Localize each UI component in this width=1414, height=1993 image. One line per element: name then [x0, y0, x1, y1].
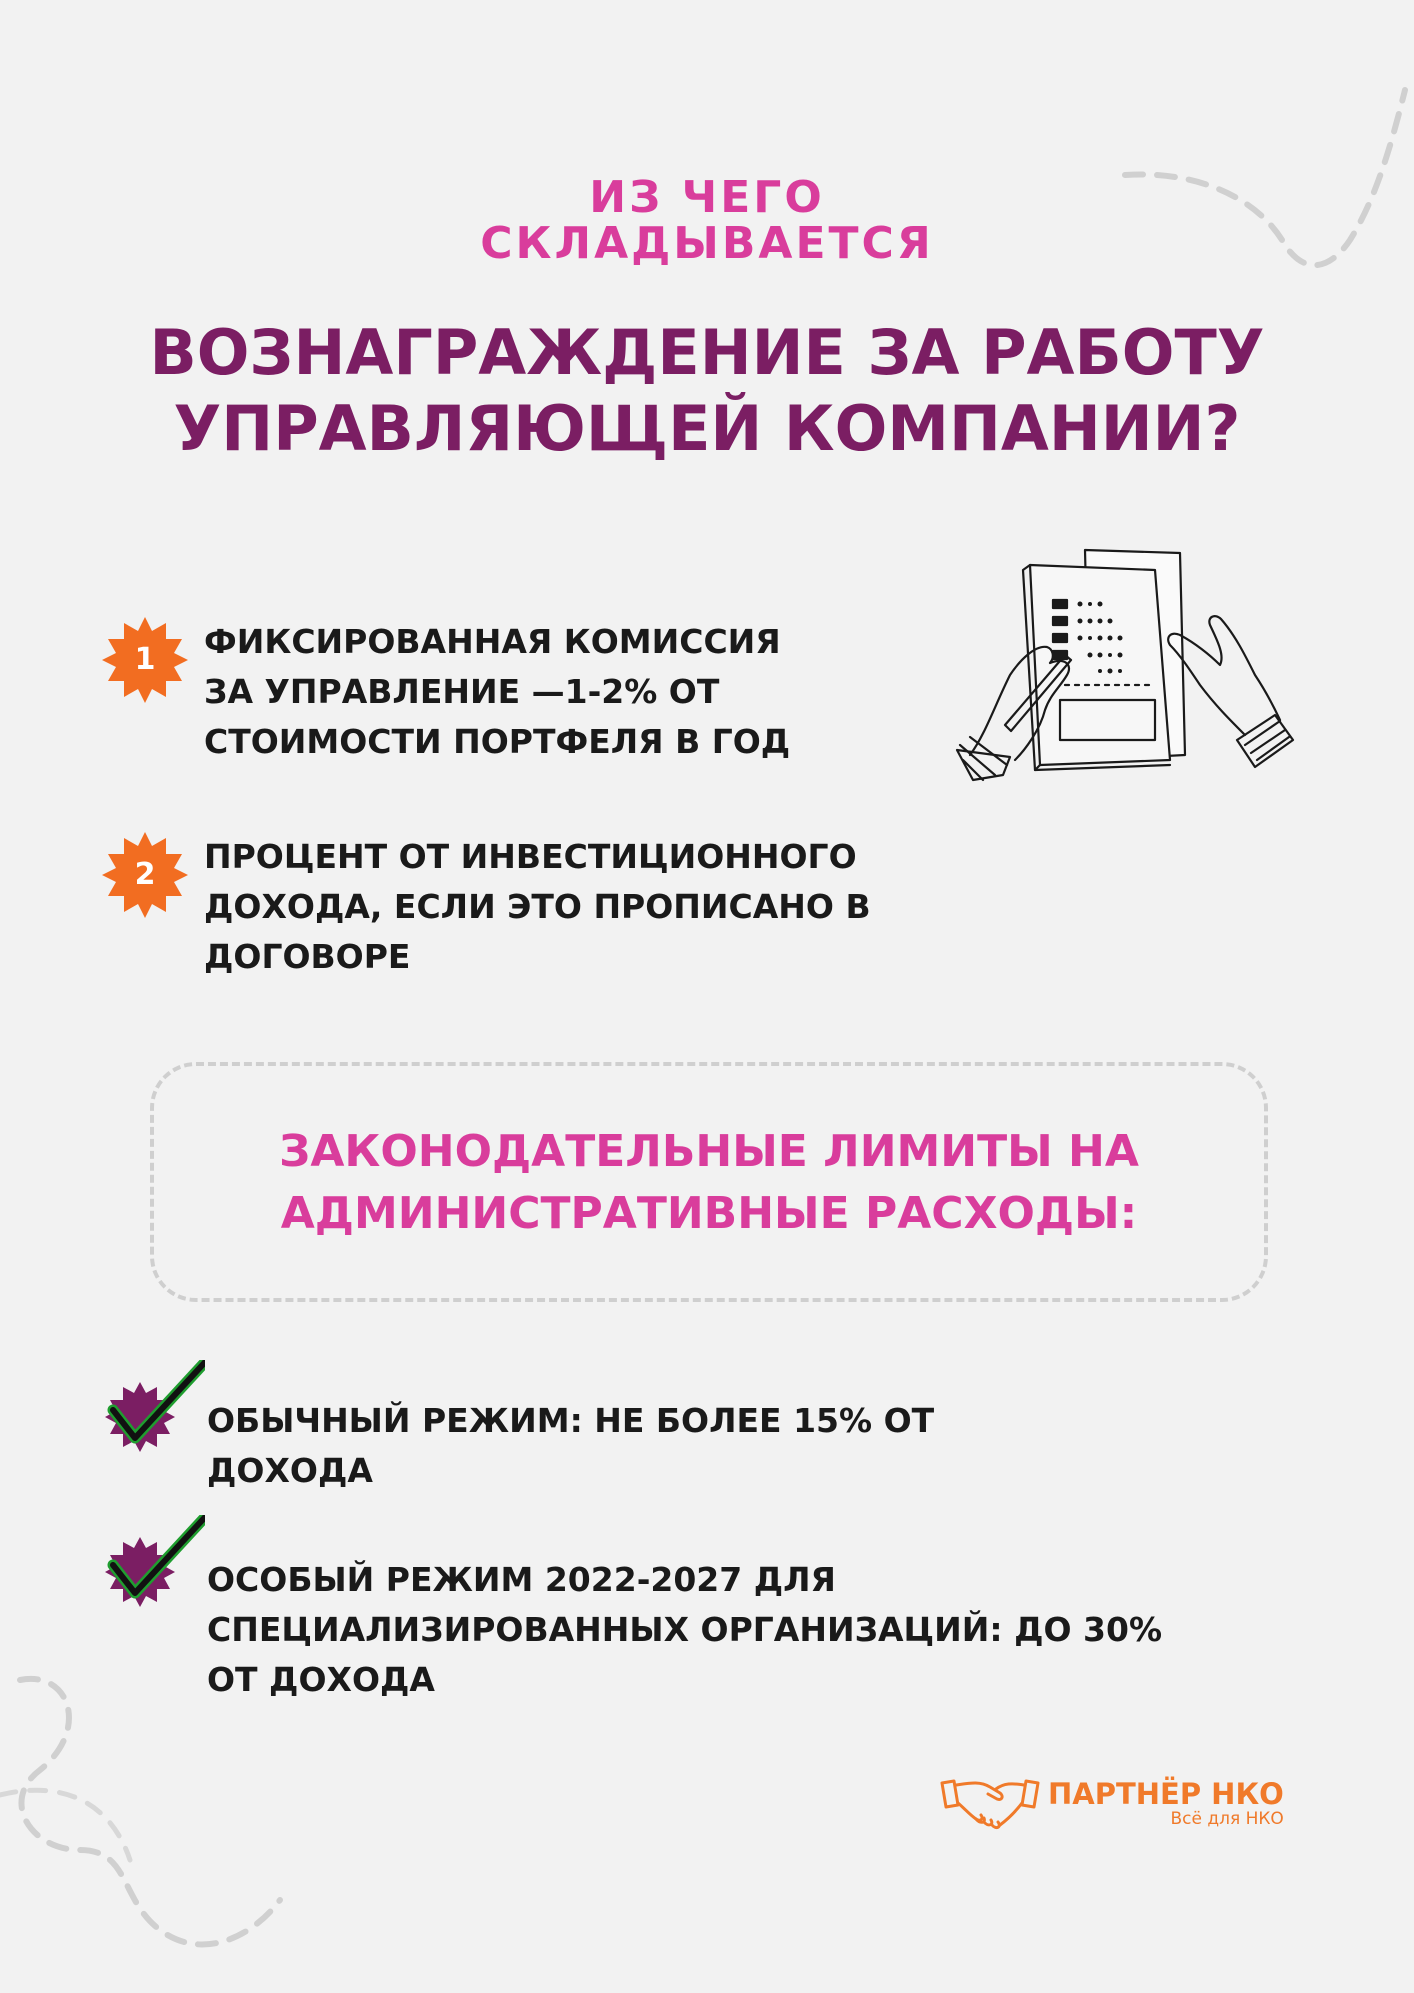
logo-tagline: Всё для НКО: [1170, 1809, 1284, 1829]
limit-text: [207, 1396, 934, 1496]
component-text: [204, 832, 871, 982]
logo-text: [1048, 1779, 1284, 1829]
component-line: СТОИМОСТИ ПОРТФЕЛЯ В ГОД: [204, 722, 791, 761]
component-item-fixed-fee: [100, 615, 790, 767]
limit-line: ОСОБЫЙ РЕЖИМ 2022-2027 ДЛЯ: [207, 1560, 836, 1599]
limit-line: ОТ ДОХОДА: [207, 1660, 435, 1699]
limits-title-line-2: АДМИНИСТРАТИВНЫЕ РАСХОДЫ:: [280, 1188, 1138, 1239]
seal-checkmark-icon: [95, 1515, 205, 1625]
limit-item-regular-mode: [95, 1360, 934, 1496]
limit-item-special-mode: [95, 1515, 1162, 1705]
limits-title: [154, 1121, 1264, 1245]
component-line: ДОГОВОРЕ: [204, 937, 411, 976]
logo-name: ПАРТНЁР НКО: [1048, 1777, 1284, 1811]
kicker-line-1: ИЗ ЧЕГО: [589, 172, 825, 223]
badge-number: 2: [134, 857, 156, 892]
starburst-badge-icon: [100, 830, 190, 920]
seal-checkmark-shape: [95, 1515, 205, 1625]
title-line-1: ВОЗНАГРАЖДЕНИЕ ЗА РАБОТУ: [149, 316, 1265, 389]
seal-checkmark-shape: [95, 1360, 205, 1470]
starburst-badge-icon: [100, 615, 190, 705]
component-line: ЗА УПРАВЛЕНИЕ —1-2% ОТ: [204, 672, 720, 711]
badge-number: 1: [134, 642, 156, 677]
kicker-line-2: СКЛАДЫВАЕТСЯ: [480, 218, 934, 269]
limit-line: ДОХОДА: [207, 1451, 373, 1490]
title-line-2: УПРАВЛЯЮЩЕЙ КОМПАНИИ?: [173, 392, 1241, 465]
partner-nko-logo: [940, 1775, 1284, 1833]
page-title: [0, 315, 1414, 467]
limit-text: [207, 1555, 1162, 1705]
seal-checkmark-icon: [95, 1360, 205, 1470]
page-kicker: [0, 172, 1414, 269]
component-item-investment-income: [100, 830, 871, 982]
limits-callout-box: [150, 1062, 1268, 1302]
component-line: ПРОЦЕНТ ОТ ИНВЕСТИЦИОННОГО: [204, 837, 857, 876]
limit-line: СПЕЦИАЛИЗИРОВАННЫХ ОРГАНИЗАЦИЙ: ДО 30%: [207, 1610, 1163, 1649]
handshake-icon: [940, 1775, 1040, 1833]
component-line: ДОХОДА, ЕСЛИ ЭТО ПРОПИСАНО В: [204, 887, 871, 926]
limit-line: ОБЫЧНЫЙ РЕЖИМ: НЕ БОЛЕЕ 15% ОТ: [207, 1401, 935, 1440]
limits-title-line-1: ЗАКОНОДАТЕЛЬНЫЕ ЛИМИТЫ НА: [279, 1126, 1139, 1177]
component-line: ФИКСИРОВАННАЯ КОМИССИЯ: [204, 622, 781, 661]
hands-with-document-icon: [955, 545, 1305, 785]
component-text: [204, 617, 790, 767]
